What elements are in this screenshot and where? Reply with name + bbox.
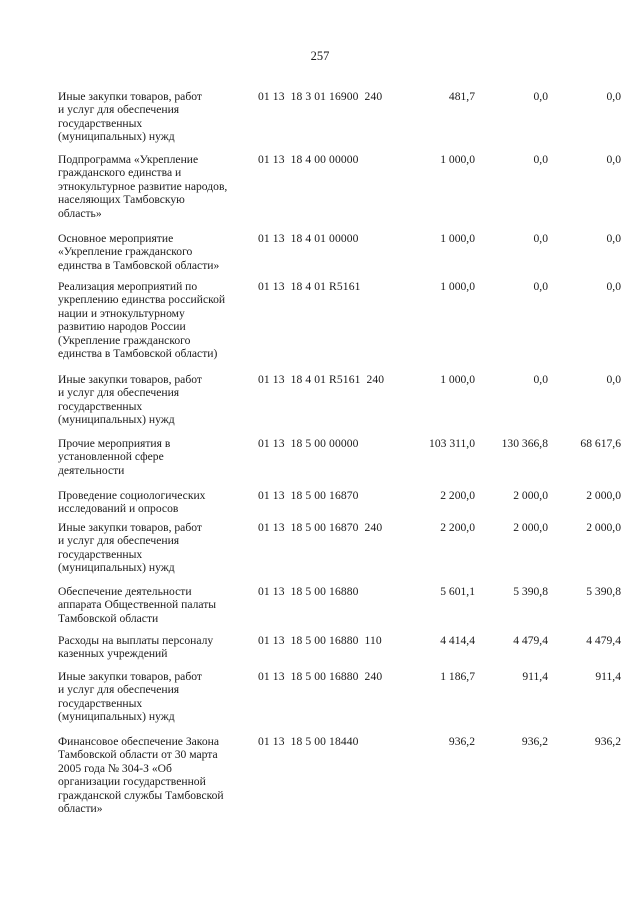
row-code: 01 13 18 5 00 00000	[258, 437, 359, 450]
row-code: 01 13 18 4 01 00000	[258, 232, 359, 245]
row-code: 01 13 18 4 00 00000	[258, 153, 359, 166]
row-name: Прочие мероприятия в установленной сфере деятельности	[58, 437, 171, 477]
row-value-2: 130 366,8	[501, 437, 548, 450]
row-value-1: 1 000,0	[440, 280, 475, 293]
row-value-1: 1 000,0	[440, 373, 475, 386]
row-value-3: 4 479,4	[586, 634, 621, 647]
row-name: Иные закупки товаров, работ и услуг для обеспечения государственных (муниципальных) нужд	[58, 521, 202, 575]
row-code: 01 13 18 4 01 R5161 240	[258, 373, 385, 386]
row-name: Основное мероприятие «Укрепление гражданского единства в Тамбовской области»	[58, 232, 220, 272]
row-value-3: 0,0	[606, 373, 621, 386]
row-name: Реализация мероприятий по укреплению единства российской нации и этнокультурному развитию народов России (Укрепление гражданского единства в Тамбовской области)	[58, 280, 226, 361]
row-code: 01 13 18 5 00 18440	[258, 735, 359, 748]
row-value-2: 2 000,0	[513, 489, 548, 502]
row-value-2: 0,0	[533, 232, 548, 245]
row-value-3: 68 617,6	[580, 437, 621, 450]
row-value-2: 0,0	[533, 153, 548, 166]
row-value-3: 0,0	[606, 232, 621, 245]
row-code: 01 13 18 3 01 16900 240	[258, 90, 383, 103]
row-value-1: 481,7	[448, 90, 475, 103]
row-value-3: 0,0	[606, 280, 621, 293]
row-name: Иные закупки товаров, работ и услуг для обеспечения государственных (муниципальных) нужд	[58, 90, 202, 144]
row-name: Иные закупки товаров, работ и услуг для обеспечения государственных (муниципальных) нужд	[58, 373, 202, 427]
row-value-1: 936,2	[448, 735, 475, 748]
page-number: 257	[310, 49, 330, 63]
row-value-1: 1 000,0	[440, 232, 475, 245]
row-value-2: 2 000,0	[513, 521, 548, 534]
row-name: Обеспечение деятельности аппарата Общественной палаты Тамбовской области	[58, 585, 217, 625]
row-value-1: 2 200,0	[440, 489, 475, 502]
row-value-2: 0,0	[533, 90, 548, 103]
row-value-1: 1 186,7	[440, 670, 475, 683]
row-name: Финансовое обеспечение Закона Тамбовской области от 30 марта 2005 года № 304-З «Об организации государственной гражданской службы Тамбовской области»	[58, 735, 224, 816]
row-value-2: 0,0	[533, 373, 548, 386]
row-code: 01 13 18 5 00 16870 240	[258, 521, 383, 534]
row-code: 01 13 18 5 00 16880 240	[258, 670, 383, 683]
row-value-3: 936,2	[594, 735, 621, 748]
row-code: 01 13 18 5 00 16880	[258, 585, 359, 598]
row-value-3: 0,0	[606, 153, 621, 166]
row-value-2: 0,0	[533, 280, 548, 293]
row-value-2: 936,2	[521, 735, 548, 748]
row-value-3: 5 390,8	[586, 585, 621, 598]
row-value-1: 103 311,0	[429, 437, 475, 450]
row-value-1: 5 601,1	[440, 585, 475, 598]
row-value-2: 5 390,8	[513, 585, 548, 598]
row-code: 01 13 18 5 00 16870	[258, 489, 359, 502]
row-name: Иные закупки товаров, работ и услуг для обеспечения государственных (муниципальных) нужд	[58, 670, 202, 724]
row-code: 01 13 18 5 00 16880 110	[258, 634, 382, 647]
row-name: Проведение социологических исследований и опросов	[58, 489, 206, 516]
row-value-1: 1 000,0	[440, 153, 475, 166]
row-name: Подпрограмма «Укрепление гражданского единства и этнокультурное развитие народов, населяющих Тамбовскую область»	[58, 153, 228, 220]
row-value-3: 2 000,0	[586, 521, 621, 534]
row-value-3: 2 000,0	[586, 489, 621, 502]
row-value-3: 0,0	[606, 90, 621, 103]
row-value-2: 911,4	[522, 670, 548, 683]
row-value-1: 2 200,0	[440, 521, 475, 534]
row-name: Расходы на выплаты персоналу казенных учреждений	[58, 634, 214, 661]
row-value-2: 4 479,4	[513, 634, 548, 647]
row-value-1: 4 414,4	[440, 634, 475, 647]
row-code: 01 13 18 4 01 R5161	[258, 280, 361, 293]
row-value-3: 911,4	[595, 670, 621, 683]
